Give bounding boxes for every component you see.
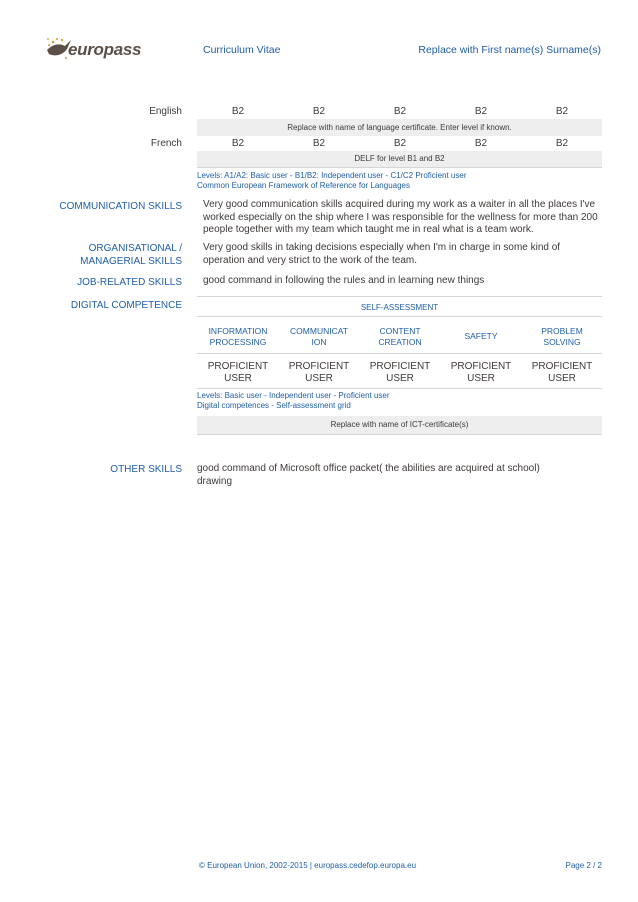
divider — [197, 167, 602, 168]
dc-value — [441, 361, 521, 385]
dc-header-content-creation — [360, 326, 440, 348]
dc-header-line: ION — [311, 337, 327, 347]
dc-header-safety — [441, 331, 521, 342]
dc-header-line: COMMUNICAT — [290, 326, 348, 336]
level-cell: B2 — [555, 106, 569, 117]
dc-value-line: USER — [305, 373, 333, 384]
other-skills-label: OTHER SKILLS — [110, 464, 182, 475]
dc-value-line: PROFICIENT — [450, 361, 512, 372]
divider — [197, 316, 602, 317]
level-cell: B2 — [393, 138, 407, 149]
level-cell: B2 — [555, 138, 569, 149]
dc-header-line: CREATION — [378, 337, 422, 347]
dc-header-line: SOLVING — [543, 337, 581, 347]
dc-value-line: USER — [548, 373, 576, 384]
dc-value — [522, 361, 602, 385]
job-related-text: good command in following the rules and in learning new things — [203, 275, 485, 286]
organisational-text: Very good skills in taking decisions especially when I'm in charge in some kind of operation and very strict to the work of the team. — [203, 242, 561, 266]
job-related-label: JOB-RELATED SKILLS — [77, 277, 182, 288]
dc-value-line: USER — [224, 373, 252, 384]
communication-skills-text: Very good communication skills acquired during my work as a waiter in all the places I've worked especially on the ship where I was responsible for the wellness for more than 200 people together with my team which taught me in real what is a team work. — [203, 199, 598, 235]
language-certificate: DELF for level B1 and B2 — [197, 151, 602, 167]
self-assessment-heading: SELF-ASSESSMENT — [360, 303, 439, 312]
dc-header-problem-solving — [522, 326, 602, 348]
organisational-label-line2: MANAGERIAL SKILLS — [80, 256, 182, 267]
divider — [197, 388, 602, 389]
dc-value — [279, 361, 359, 385]
language-name: English — [149, 106, 182, 117]
level-cell: B2 — [474, 138, 488, 149]
dc-header-line: PROBLEM — [541, 326, 583, 336]
dc-value-line: PROFICIENT — [288, 361, 350, 372]
dc-header-information-processing — [198, 326, 278, 348]
dc-value-line: PROFICIENT — [369, 361, 431, 372]
dc-header-line: SAFETY — [464, 331, 498, 341]
other-skills-line1: good command of Microsoft office packet( the abilities are acquired at school) — [197, 463, 540, 474]
language-framework-note: Common European Framework of Reference for Languages — [197, 181, 410, 190]
dc-header-line: CONTENT — [379, 326, 421, 336]
divider — [197, 296, 602, 297]
level-cell: B2 — [312, 138, 326, 149]
communication-skills-label: COMMUNICATION SKILLS — [59, 201, 182, 212]
dc-header-communication — [279, 326, 359, 348]
dc-value-line: USER — [386, 373, 414, 384]
europass-logo — [44, 34, 142, 64]
ict-certificate: Replace with name of ICT-certificate(s) — [197, 416, 602, 434]
digital-grid-note: Digital competences - Self-assessment grid — [197, 401, 351, 410]
digital-competence-label: DIGITAL COMPETENCE — [70, 300, 182, 311]
language-levels-note: Levels: A1/A2: Basic user - B1/B2: Independent user - C1/C2 Proficient user — [197, 171, 467, 180]
level-cell: B2 — [474, 106, 488, 117]
level-cell: B2 — [312, 106, 326, 117]
name-placeholder: Replace with First name(s) Surname(s) — [418, 44, 601, 56]
footer-copyright: © European Union, 2002-2015 | europass.cedefop.europa.eu — [199, 861, 417, 870]
footer-page-number: Page 2 / 2 — [565, 861, 602, 870]
dc-value — [198, 361, 278, 385]
divider — [197, 434, 602, 435]
dc-header-line: PROCESSING — [209, 337, 267, 347]
dc-value-line: PROFICIENT — [207, 361, 269, 372]
digital-levels-note: Levels: Basic user - Independent user - Proficient user — [197, 391, 390, 400]
language-certificate: Replace with name of language certificate. Enter level if known. — [197, 119, 602, 136]
cv-label: Curriculum Vitae — [203, 44, 281, 56]
other-skills-line2: drawing — [197, 476, 233, 487]
language-name: French — [150, 138, 182, 149]
organisational-label — [80, 242, 182, 268]
dc-value-line: USER — [467, 373, 495, 384]
divider — [197, 353, 602, 354]
dc-value — [360, 361, 440, 385]
dc-value-line: PROFICIENT — [531, 361, 593, 372]
organisational-label-line1: ORGANISATIONAL / — [88, 243, 182, 254]
level-cell: B2 — [393, 106, 407, 117]
level-cell: B2 — [231, 106, 245, 117]
level-cell: B2 — [231, 138, 245, 149]
logo-text: europass — [68, 40, 142, 59]
dc-header-line: INFORMATION — [208, 326, 268, 336]
